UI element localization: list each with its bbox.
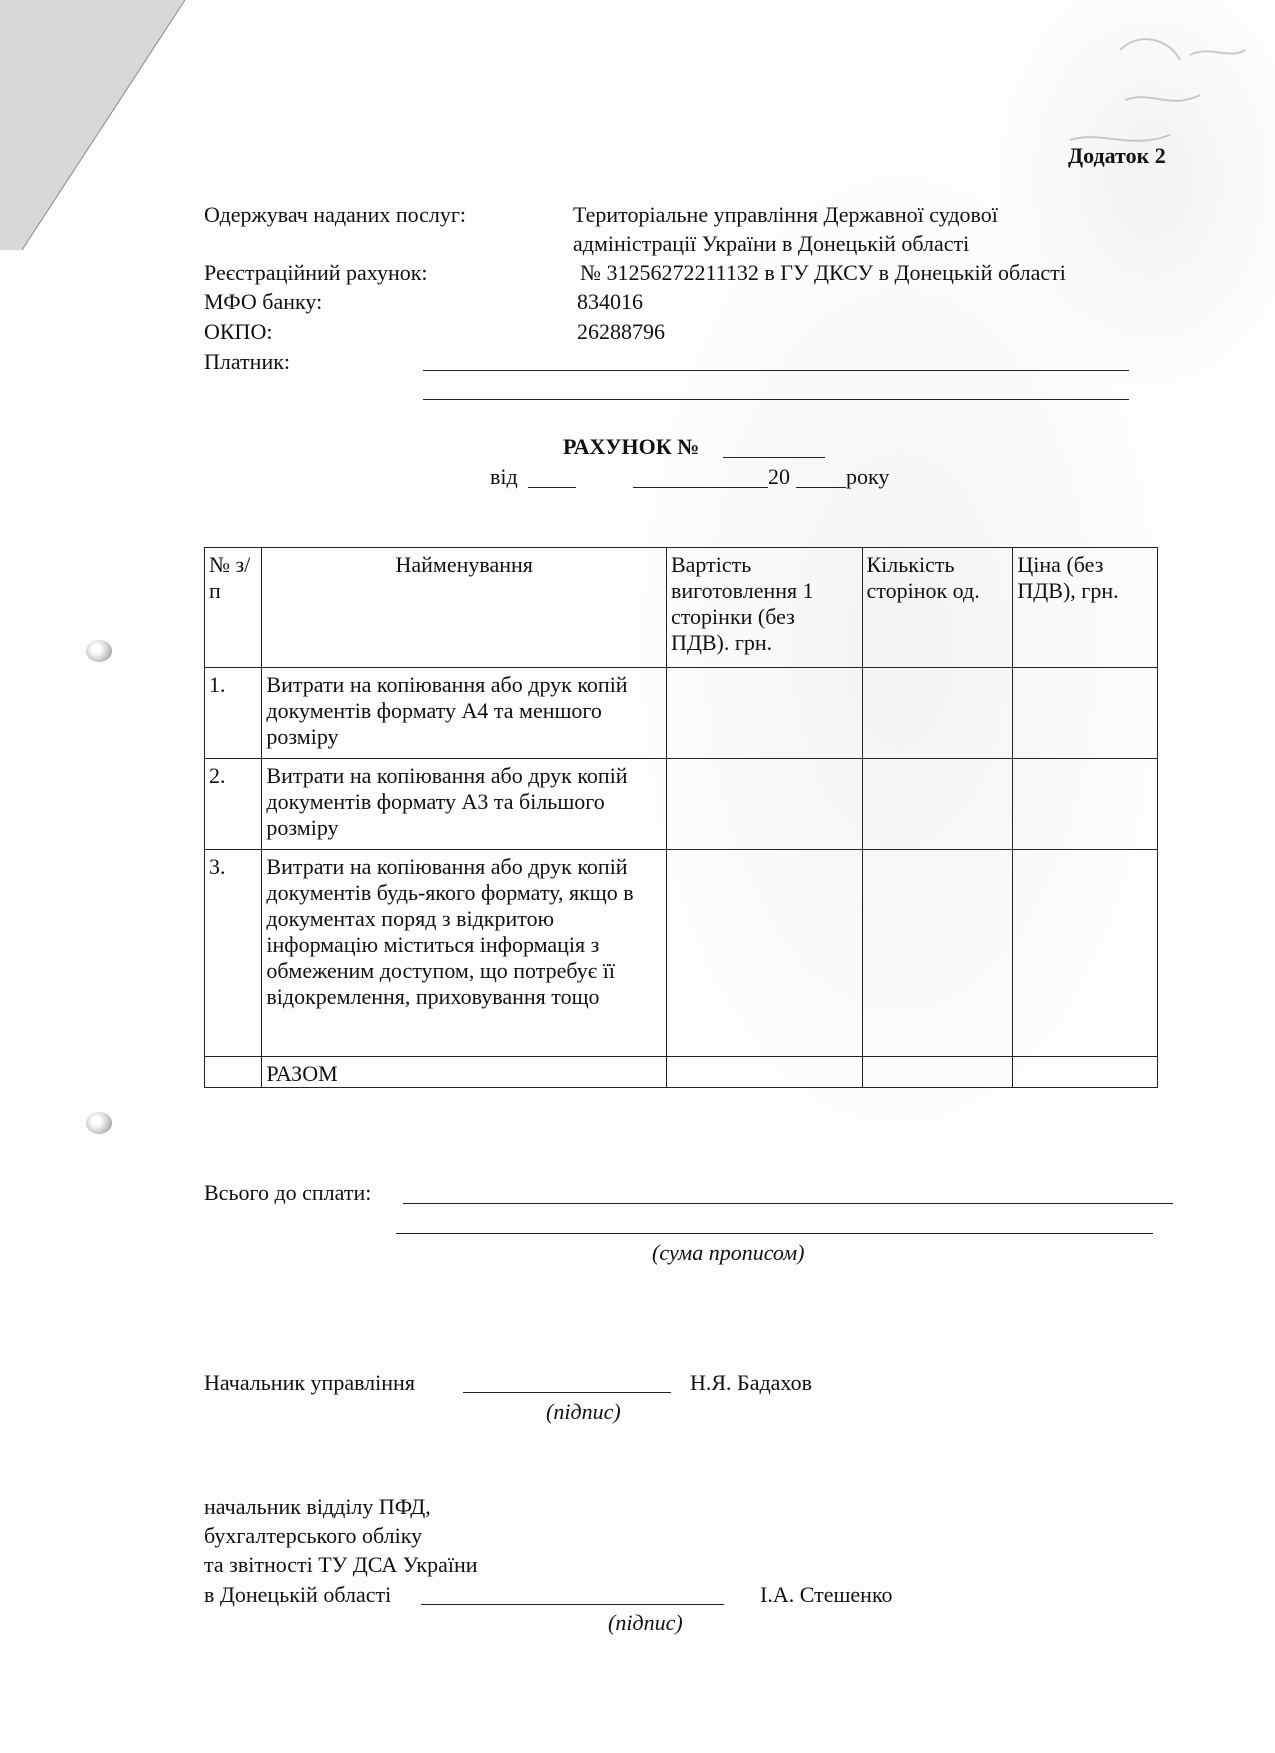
- row-name: Витрати на копіювання або друк копій документів будь-якого формату, якщо в документах поряд з відкритою інформацію міститься інформація з обмеженим доступом, що потребує її відокремлення, приховування тощо: [262, 850, 667, 1057]
- invoice-number-blank[interactable]: [723, 457, 825, 458]
- punch-hole-top: [86, 640, 112, 662]
- head-signature-caption: (підпис): [546, 1399, 621, 1424]
- total-payment-caption: (сума прописом): [652, 1240, 805, 1265]
- total-payment-line-1[interactable]: [403, 1203, 1173, 1204]
- table-row: [205, 759, 1158, 850]
- accountant-title-line1: начальник відділу ПФД,: [204, 1494, 431, 1519]
- row-price-cell[interactable]: [1013, 668, 1158, 759]
- table-row: [205, 850, 1158, 1057]
- table-total-row: [205, 1057, 1158, 1088]
- table-header-row: [205, 548, 1158, 668]
- accountant-title-line3: та звітності ТУ ДСА України: [204, 1552, 478, 1577]
- row-qty-cell[interactable]: [862, 668, 1013, 759]
- payer-line-1[interactable]: [423, 370, 1129, 371]
- recipient-label: Одержувач наданих послуг:: [204, 202, 467, 227]
- header-price: Ціна (без ПДВ), грн.: [1013, 548, 1158, 668]
- row-cost-cell[interactable]: [666, 668, 862, 759]
- okpo-label: ОКПО:: [204, 319, 273, 344]
- recipient-value-line2: адміністрації України в Донецькій області: [573, 231, 970, 256]
- accountant-signature-caption: (підпис): [608, 1610, 683, 1635]
- invoice-day-blank[interactable]: [528, 487, 576, 488]
- total-payment-line-2[interactable]: [396, 1233, 1153, 1234]
- total-payment-label: Всього до сплати:: [204, 1180, 372, 1205]
- invoice-title: РАХУНОК №: [563, 434, 700, 459]
- invoice-year-blank[interactable]: [796, 487, 846, 488]
- total-qty-cell[interactable]: [862, 1057, 1013, 1088]
- accountant-title-line4: в Донецькій області: [204, 1582, 392, 1607]
- head-signature-line[interactable]: [463, 1392, 671, 1393]
- total-num-cell: [205, 1057, 262, 1088]
- recipient-value-line1: Територіальне управління Державної судової: [573, 202, 998, 227]
- row-num: 2.: [205, 759, 262, 850]
- row-price-cell[interactable]: [1013, 759, 1158, 850]
- invoice-table: [204, 547, 1158, 1088]
- okpo-value: 26288796: [577, 319, 665, 344]
- accountant-title-line2: бухгалтерського обліку: [204, 1523, 423, 1548]
- total-price-cell[interactable]: [1013, 1057, 1158, 1088]
- head-name: Н.Я. Бадахов: [690, 1370, 812, 1395]
- row-name: Витрати на копіювання або друк копій документів формату А3 та більшого розміру: [262, 759, 667, 850]
- invoice-month-blank[interactable]: [633, 487, 768, 488]
- payer-line-2[interactable]: [423, 399, 1129, 400]
- row-num: 1.: [205, 668, 262, 759]
- invoice-date-from: від: [490, 464, 518, 489]
- punch-hole-bottom: [86, 1112, 112, 1134]
- header-name: Найменування: [262, 548, 667, 668]
- row-name: Витрати на копіювання або друк копій документів формату А4 та меншого розміру: [262, 668, 667, 759]
- table-row: [205, 668, 1158, 759]
- row-price-cell[interactable]: [1013, 850, 1158, 1057]
- total-cost-cell[interactable]: [666, 1057, 862, 1088]
- folded-corner-shadow: [0, 0, 200, 250]
- row-qty-cell[interactable]: [862, 850, 1013, 1057]
- account-label: Реєстраційний рахунок:: [204, 260, 428, 285]
- header-qty: Кількість сторінок од.: [862, 548, 1013, 668]
- mfo-value: 834016: [577, 289, 643, 314]
- invoice-year-prefix: 20: [768, 464, 790, 489]
- payer-label: Платник:: [204, 349, 291, 374]
- head-title: Начальник управління: [204, 1370, 415, 1395]
- appendix-label: Додаток 2: [1068, 143, 1166, 168]
- row-num: 3.: [205, 850, 262, 1057]
- invoice-year-suffix: року: [846, 464, 890, 489]
- accountant-signature-line[interactable]: [421, 1604, 724, 1605]
- row-cost-cell[interactable]: [666, 850, 862, 1057]
- accountant-name: І.А. Стешенко: [760, 1582, 893, 1607]
- mfo-label: МФО банку:: [204, 289, 323, 314]
- total-label: РАЗОМ: [262, 1057, 667, 1088]
- account-value: № 31256272211132 в ГУ ДКСУ в Донецькій області: [580, 260, 1066, 285]
- row-cost-cell[interactable]: [666, 759, 862, 850]
- header-cost: Вартість виготовлення 1 сторінки (без ПДВ). грн.: [666, 548, 862, 668]
- header-num: № з/п: [205, 548, 262, 668]
- row-qty-cell[interactable]: [862, 759, 1013, 850]
